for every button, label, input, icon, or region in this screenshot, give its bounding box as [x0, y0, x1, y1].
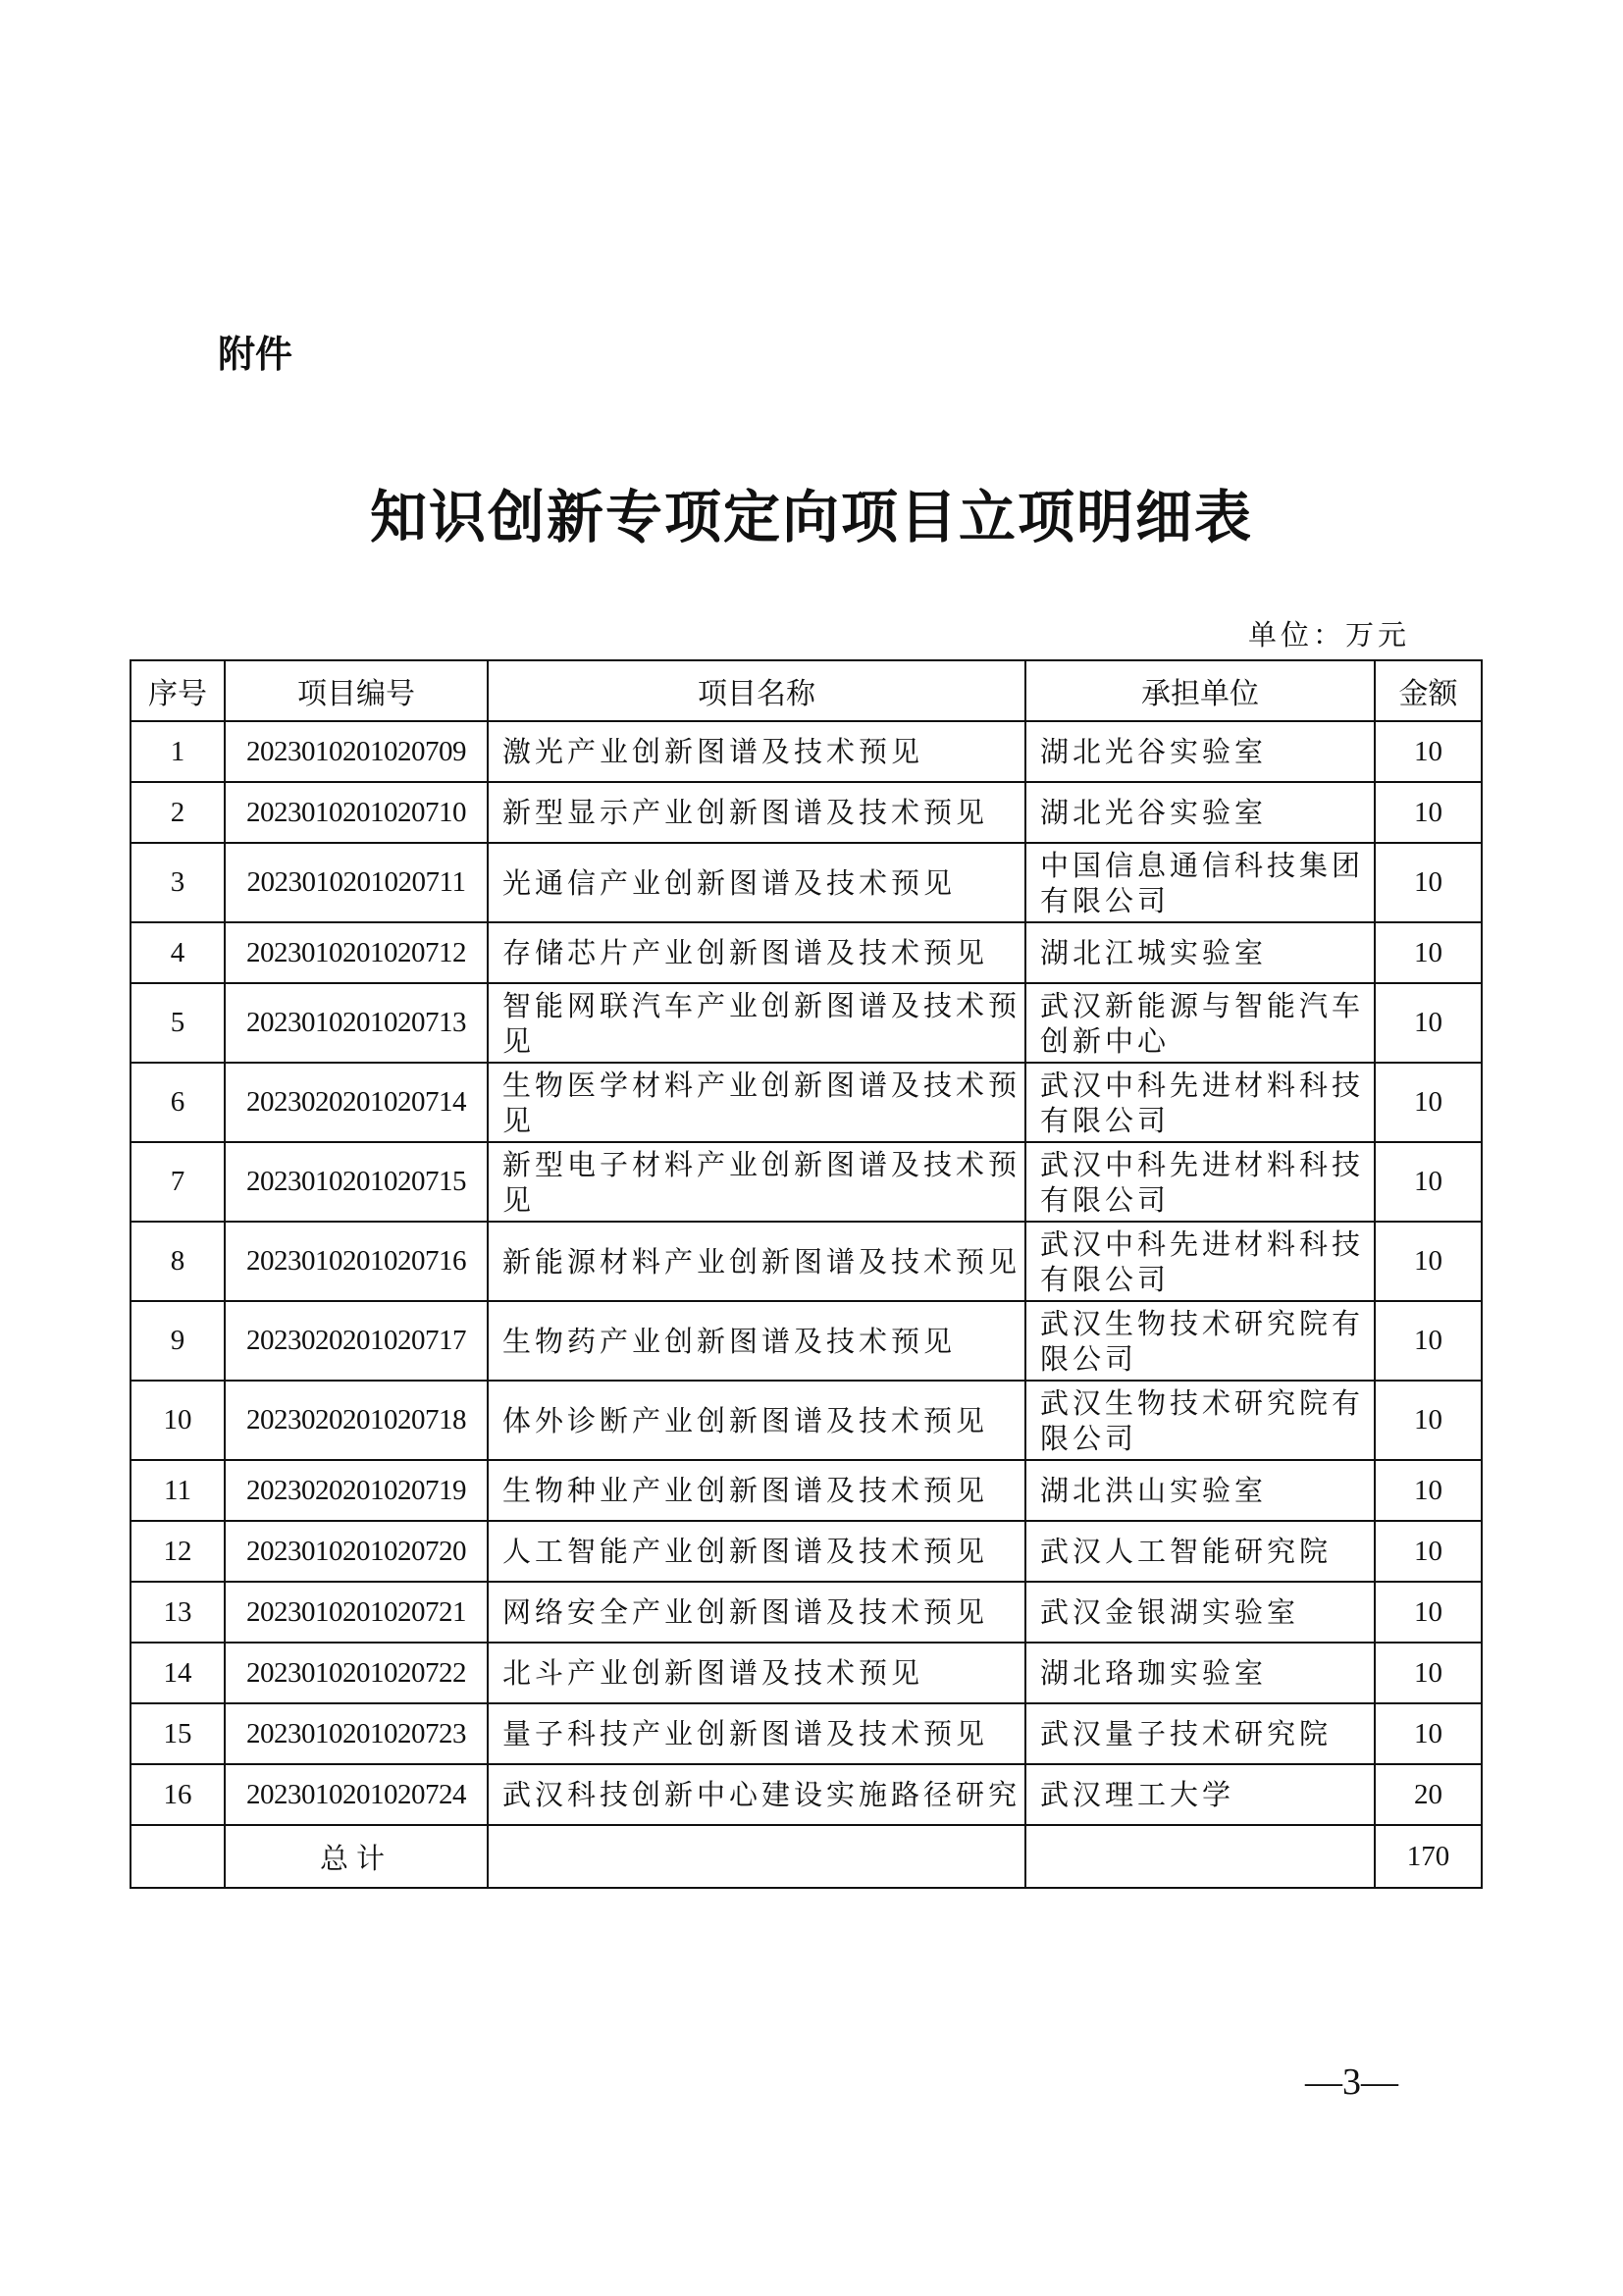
header-code: 项目编号: [225, 660, 488, 721]
row-amount: 10: [1375, 721, 1482, 782]
row-name: 激光产业创新图谱及技术预见: [488, 721, 1025, 782]
row-code: 2023020201020717: [225, 1301, 488, 1381]
table-row: [131, 1142, 1482, 1222]
table-row: [131, 721, 1482, 782]
document-title: 知识创新专项定向项目立项明细表: [369, 484, 1253, 550]
row-index: 5: [131, 983, 225, 1063]
row-org: 武汉理工大学: [1025, 1764, 1375, 1825]
row-amount: 10: [1375, 1643, 1482, 1703]
row-name: 网络安全产业创新图谱及技术预见: [488, 1582, 1025, 1643]
row-code: 2023020201020714: [225, 1063, 488, 1142]
table-row: [131, 843, 1482, 922]
row-code: 2023010201020724: [225, 1764, 488, 1825]
row-org: 武汉人工智能研究院: [1025, 1521, 1375, 1582]
row-name: 生物种业产业创新图谱及技术预见: [488, 1460, 1025, 1521]
row-code: 2023010201020712: [225, 922, 488, 983]
row-name: 量子科技产业创新图谱及技术预见: [488, 1703, 1025, 1764]
row-org: 武汉新能源与智能汽车创新中心: [1025, 983, 1375, 1063]
row-name: 北斗产业创新图谱及技术预见: [488, 1643, 1025, 1703]
row-index: 11: [131, 1460, 225, 1521]
row-name: 武汉科技创新中心建设实施路径研究: [488, 1764, 1025, 1825]
row-name: 新能源材料产业创新图谱及技术预见: [488, 1222, 1025, 1301]
table-row: [131, 922, 1482, 983]
table-row: [131, 1703, 1482, 1764]
row-org: 湖北光谷实验室: [1025, 782, 1375, 843]
row-amount: 10: [1375, 1521, 1482, 1582]
row-code: 2023010201020709: [225, 721, 488, 782]
row-org: 武汉中科先进材料科技有限公司: [1025, 1142, 1375, 1222]
table-row: [131, 782, 1482, 843]
total-amount: 170: [1375, 1825, 1482, 1888]
row-amount: 10: [1375, 1460, 1482, 1521]
row-name: 人工智能产业创新图谱及技术预见: [488, 1521, 1025, 1582]
row-name: 生物药产业创新图谱及技术预见: [488, 1301, 1025, 1381]
total-row: [131, 1825, 1482, 1888]
row-org: 湖北珞珈实验室: [1025, 1643, 1375, 1703]
table-row: [131, 1222, 1482, 1301]
row-index: 16: [131, 1764, 225, 1825]
row-amount: 20: [1375, 1764, 1482, 1825]
row-name: 存储芯片产业创新图谱及技术预见: [488, 922, 1025, 983]
row-index: 9: [131, 1301, 225, 1381]
table-row: [131, 983, 1482, 1063]
row-amount: 10: [1375, 1301, 1482, 1381]
row-org: 武汉中科先进材料科技有限公司: [1025, 1222, 1375, 1301]
table-row: [131, 1381, 1482, 1460]
table-row: [131, 1460, 1482, 1521]
row-index: 8: [131, 1222, 225, 1301]
table-row: [131, 1582, 1482, 1643]
row-index: 7: [131, 1142, 225, 1222]
row-code: 2023010201020715: [225, 1142, 488, 1222]
row-code: 2023010201020721: [225, 1582, 488, 1643]
row-code: 2023010201020713: [225, 983, 488, 1063]
project-detail-table: [130, 659, 1483, 1889]
row-org: 武汉量子技术研究院: [1025, 1703, 1375, 1764]
row-amount: 10: [1375, 1381, 1482, 1460]
row-index: 6: [131, 1063, 225, 1142]
row-org: 湖北洪山实验室: [1025, 1460, 1375, 1521]
row-amount: 10: [1375, 1222, 1482, 1301]
header-index: 序号: [131, 660, 225, 721]
row-org: 武汉金银湖实验室: [1025, 1582, 1375, 1643]
table-header-row: [131, 660, 1482, 721]
total-index-cell: [131, 1825, 225, 1888]
row-org: 中国信息通信科技集团有限公司: [1025, 843, 1375, 922]
row-code: 2023010201020710: [225, 782, 488, 843]
row-index: 13: [131, 1582, 225, 1643]
total-label: 总计: [225, 1825, 488, 1888]
row-amount: 10: [1375, 922, 1482, 983]
row-amount: 10: [1375, 1703, 1482, 1764]
row-code: 2023020201020718: [225, 1381, 488, 1460]
row-name: 智能网联汽车产业创新图谱及技术预见: [488, 983, 1025, 1063]
row-code: 2023010201020723: [225, 1703, 488, 1764]
table-row: [131, 1063, 1482, 1142]
row-org: 湖北江城实验室: [1025, 922, 1375, 983]
row-index: 15: [131, 1703, 225, 1764]
row-org: 武汉生物技术研究院有限公司: [1025, 1301, 1375, 1381]
row-amount: 10: [1375, 1142, 1482, 1222]
table-row: [131, 1643, 1482, 1703]
total-name-cell: [488, 1825, 1025, 1888]
row-code: 2023010201020722: [225, 1643, 488, 1703]
total-org-cell: [1025, 1825, 1375, 1888]
row-index: 10: [131, 1381, 225, 1460]
row-code: 2023020201020719: [225, 1460, 488, 1521]
row-index: 3: [131, 843, 225, 922]
row-name: 新型显示产业创新图谱及技术预见: [488, 782, 1025, 843]
row-index: 2: [131, 782, 225, 843]
row-org: 武汉生物技术研究院有限公司: [1025, 1381, 1375, 1460]
row-index: 1: [131, 721, 225, 782]
row-name: 体外诊断产业创新图谱及技术预见: [488, 1381, 1025, 1460]
row-name: 新型电子材料产业创新图谱及技术预见: [488, 1142, 1025, 1222]
row-index: 14: [131, 1643, 225, 1703]
row-org: 武汉中科先进材料科技有限公司: [1025, 1063, 1375, 1142]
row-code: 2023010201020720: [225, 1521, 488, 1582]
attachment-label: 附件: [218, 333, 293, 376]
table-row: [131, 1764, 1482, 1825]
row-name: 生物医学材料产业创新图谱及技术预见: [488, 1063, 1025, 1142]
row-code: 2023010201020716: [225, 1222, 488, 1301]
table-row: [131, 1521, 1482, 1582]
row-index: 12: [131, 1521, 225, 1582]
row-amount: 10: [1375, 782, 1482, 843]
row-amount: 10: [1375, 843, 1482, 922]
row-index: 4: [131, 922, 225, 983]
header-org: 承担单位: [1025, 660, 1375, 721]
row-amount: 10: [1375, 1582, 1482, 1643]
row-org: 湖北光谷实验室: [1025, 721, 1375, 782]
row-amount: 10: [1375, 983, 1482, 1063]
header-name: 项目名称: [488, 660, 1025, 721]
page-number: —3—: [1305, 2061, 1398, 2103]
row-code: 2023010201020711: [225, 843, 488, 922]
header-amount: 金额: [1375, 660, 1482, 721]
unit-label: 单位：万元: [1248, 618, 1411, 652]
row-amount: 10: [1375, 1063, 1482, 1142]
table-row: [131, 1301, 1482, 1381]
row-name: 光通信产业创新图谱及技术预见: [488, 843, 1025, 922]
